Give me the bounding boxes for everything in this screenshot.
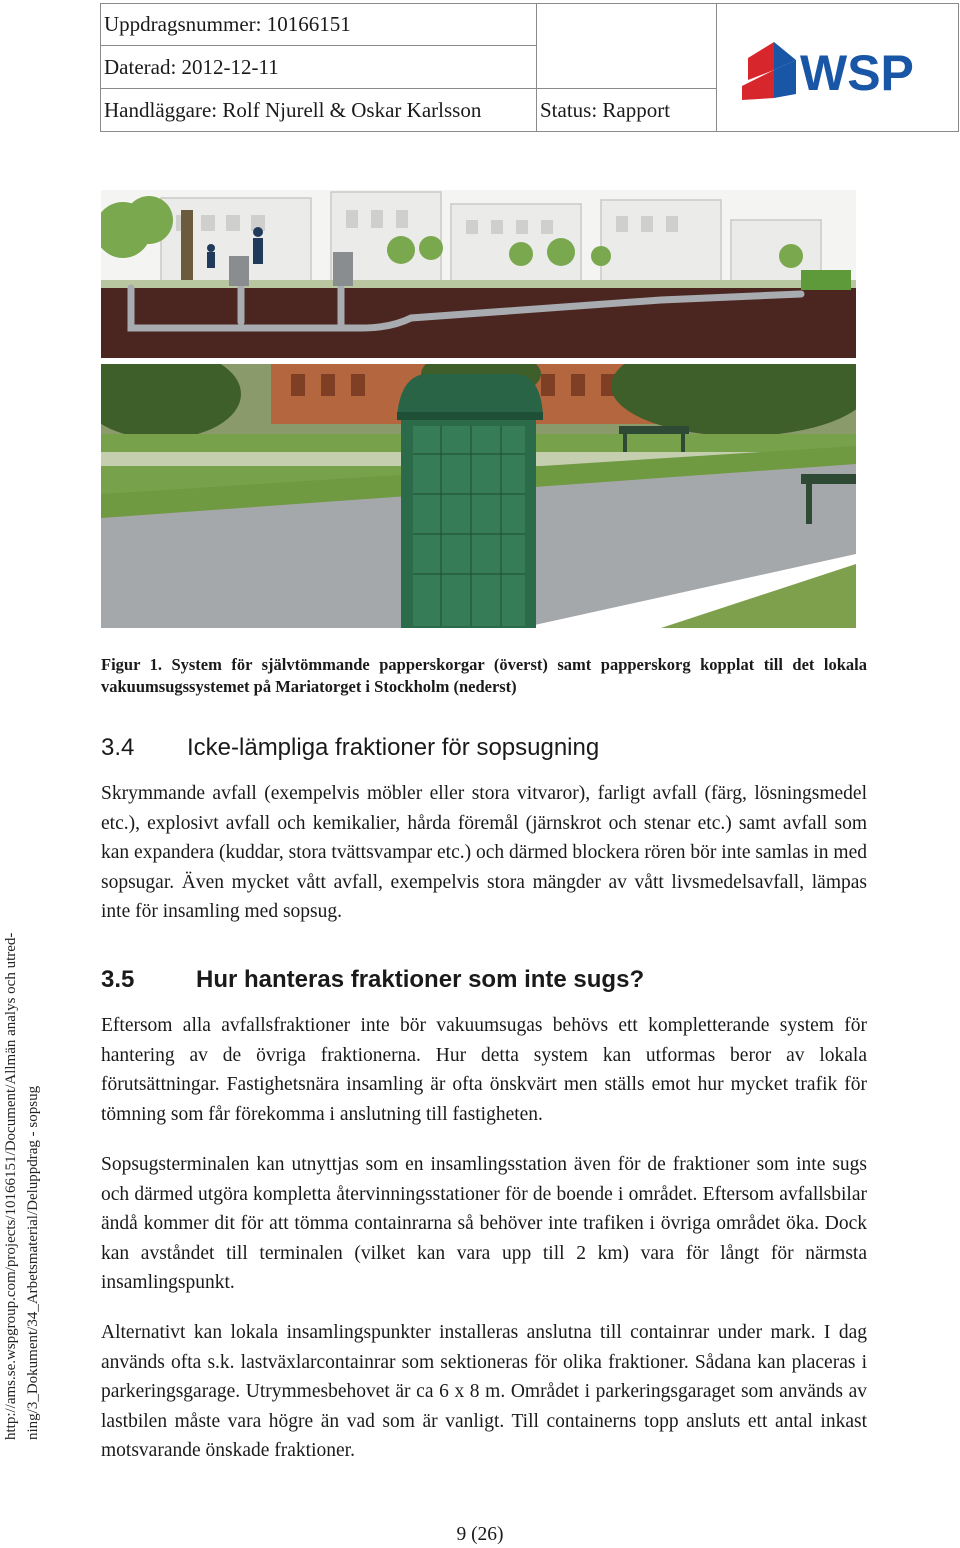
section-number: 3.5 bbox=[101, 966, 135, 993]
figure-caption: Figur 1. System för självtömmande papperskorgar (överst) samt papperskorg kopplat till det lokala vakuumsugssystemet på Mariatorget i Stockholm (nederst) bbox=[101, 655, 867, 696]
section-number: 3.4 bbox=[101, 734, 135, 761]
side-url-line-2: ning/3_Dokument/34_Arbetsmaterial/Deluppdrag - sopsug bbox=[25, 1085, 41, 1440]
section-title: Icke-lämpliga fraktioner för sopsugning bbox=[187, 734, 600, 761]
document-date: Daterad: 2012-12-11 bbox=[100, 45, 537, 89]
section-3-4-paragraph: Skrymmande avfall (exempelvis möbler eller stora vitvaror), farligt avfall (färg, lösningsmedel etc.), explosivt avfall och kemikalier, hårda föremål (järnskrot och stenar etc.) samt avfall som kan expandera (kuddar, stora tvättsvampar etc.) och därmed blockera rören bör inte samlas in med sopsugar. Även mycket vått avfall, exempelvis stora mängder av vått livsmedelsavfall, lämpas inte för insamling med sopsug. bbox=[101, 783, 867, 923]
document-status: Status: Rapport bbox=[536, 88, 717, 132]
section-title: Hur hanteras fraktioner som inte sugs? bbox=[196, 966, 645, 993]
side-url-line-1: http://ams.se.wspgroup.com/projects/10166151/Document/Allmän analys och utred- bbox=[3, 932, 19, 1440]
project-number: Uppdragsnummer: 10166151 bbox=[100, 3, 537, 46]
svg-text:WSP: WSP bbox=[800, 44, 914, 101]
figure-vacuum-illustration bbox=[101, 190, 856, 358]
section-3-5-paragraph-2: Sopsugsterminalen kan utnyttjas som en insamlingsstation även för de fraktioner som inte sugs och därmed utgöra kompletta återvinningsstationer för de boende i området. Eftersom avfallsbilar ändå kommer dit för att tömma containrarna så behöver inte trafiken i övriga området öka. Dock kan avståndet till terminalen (vilket kan vara upp till 2 km) vara för långt för närmsta insamlingspunkt. bbox=[101, 1154, 867, 1294]
page-number: 9 (26) bbox=[456, 1524, 504, 1545]
side-url bbox=[0, 880, 44, 1440]
wsp-logo-icon bbox=[734, 28, 944, 108]
section-heading-3-4 bbox=[101, 734, 599, 762]
section-3-5-paragraph-1: Eftersom alla avfallsfraktioner inte bör vakuumsugas behövs ett kompletterande system för hantering av de övriga fraktionerna. Hur detta system kan utformas beror av lokala förutsättningar. Fastighetsnära insamling är ofta önskvärt men ställs emot hur mycket trafik för tömning som får förekomma i anslutning till fastigheten. bbox=[101, 1015, 867, 1125]
wsp-logo bbox=[716, 3, 959, 132]
section-heading-3-5 bbox=[101, 966, 644, 994]
figure-park-bin-photo bbox=[101, 364, 856, 628]
document-handlers: Handläggare: Rolf Njurell & Oskar Karlsson bbox=[100, 88, 537, 132]
header-empty-cell bbox=[536, 3, 717, 89]
section-3-5-paragraph-3: Alternativt kan lokala insamlingspunkter installeras anslutna till containrar under mark. I dag används ofta s.k. lastväxlarcontainrar som sektioneras för olika fraktioner. Sådana kan placeras i parkeringsgarage. Utrymmesbehovet är ca 6 x 8 m. Området i parkeringsgaraget som används av lastbilen måste vara högre än vad som är vanligt. Till containerns topp ansluts ett antal inkast motsvarande önskade fraktioner. bbox=[101, 1322, 867, 1462]
document-header bbox=[100, 3, 959, 131]
